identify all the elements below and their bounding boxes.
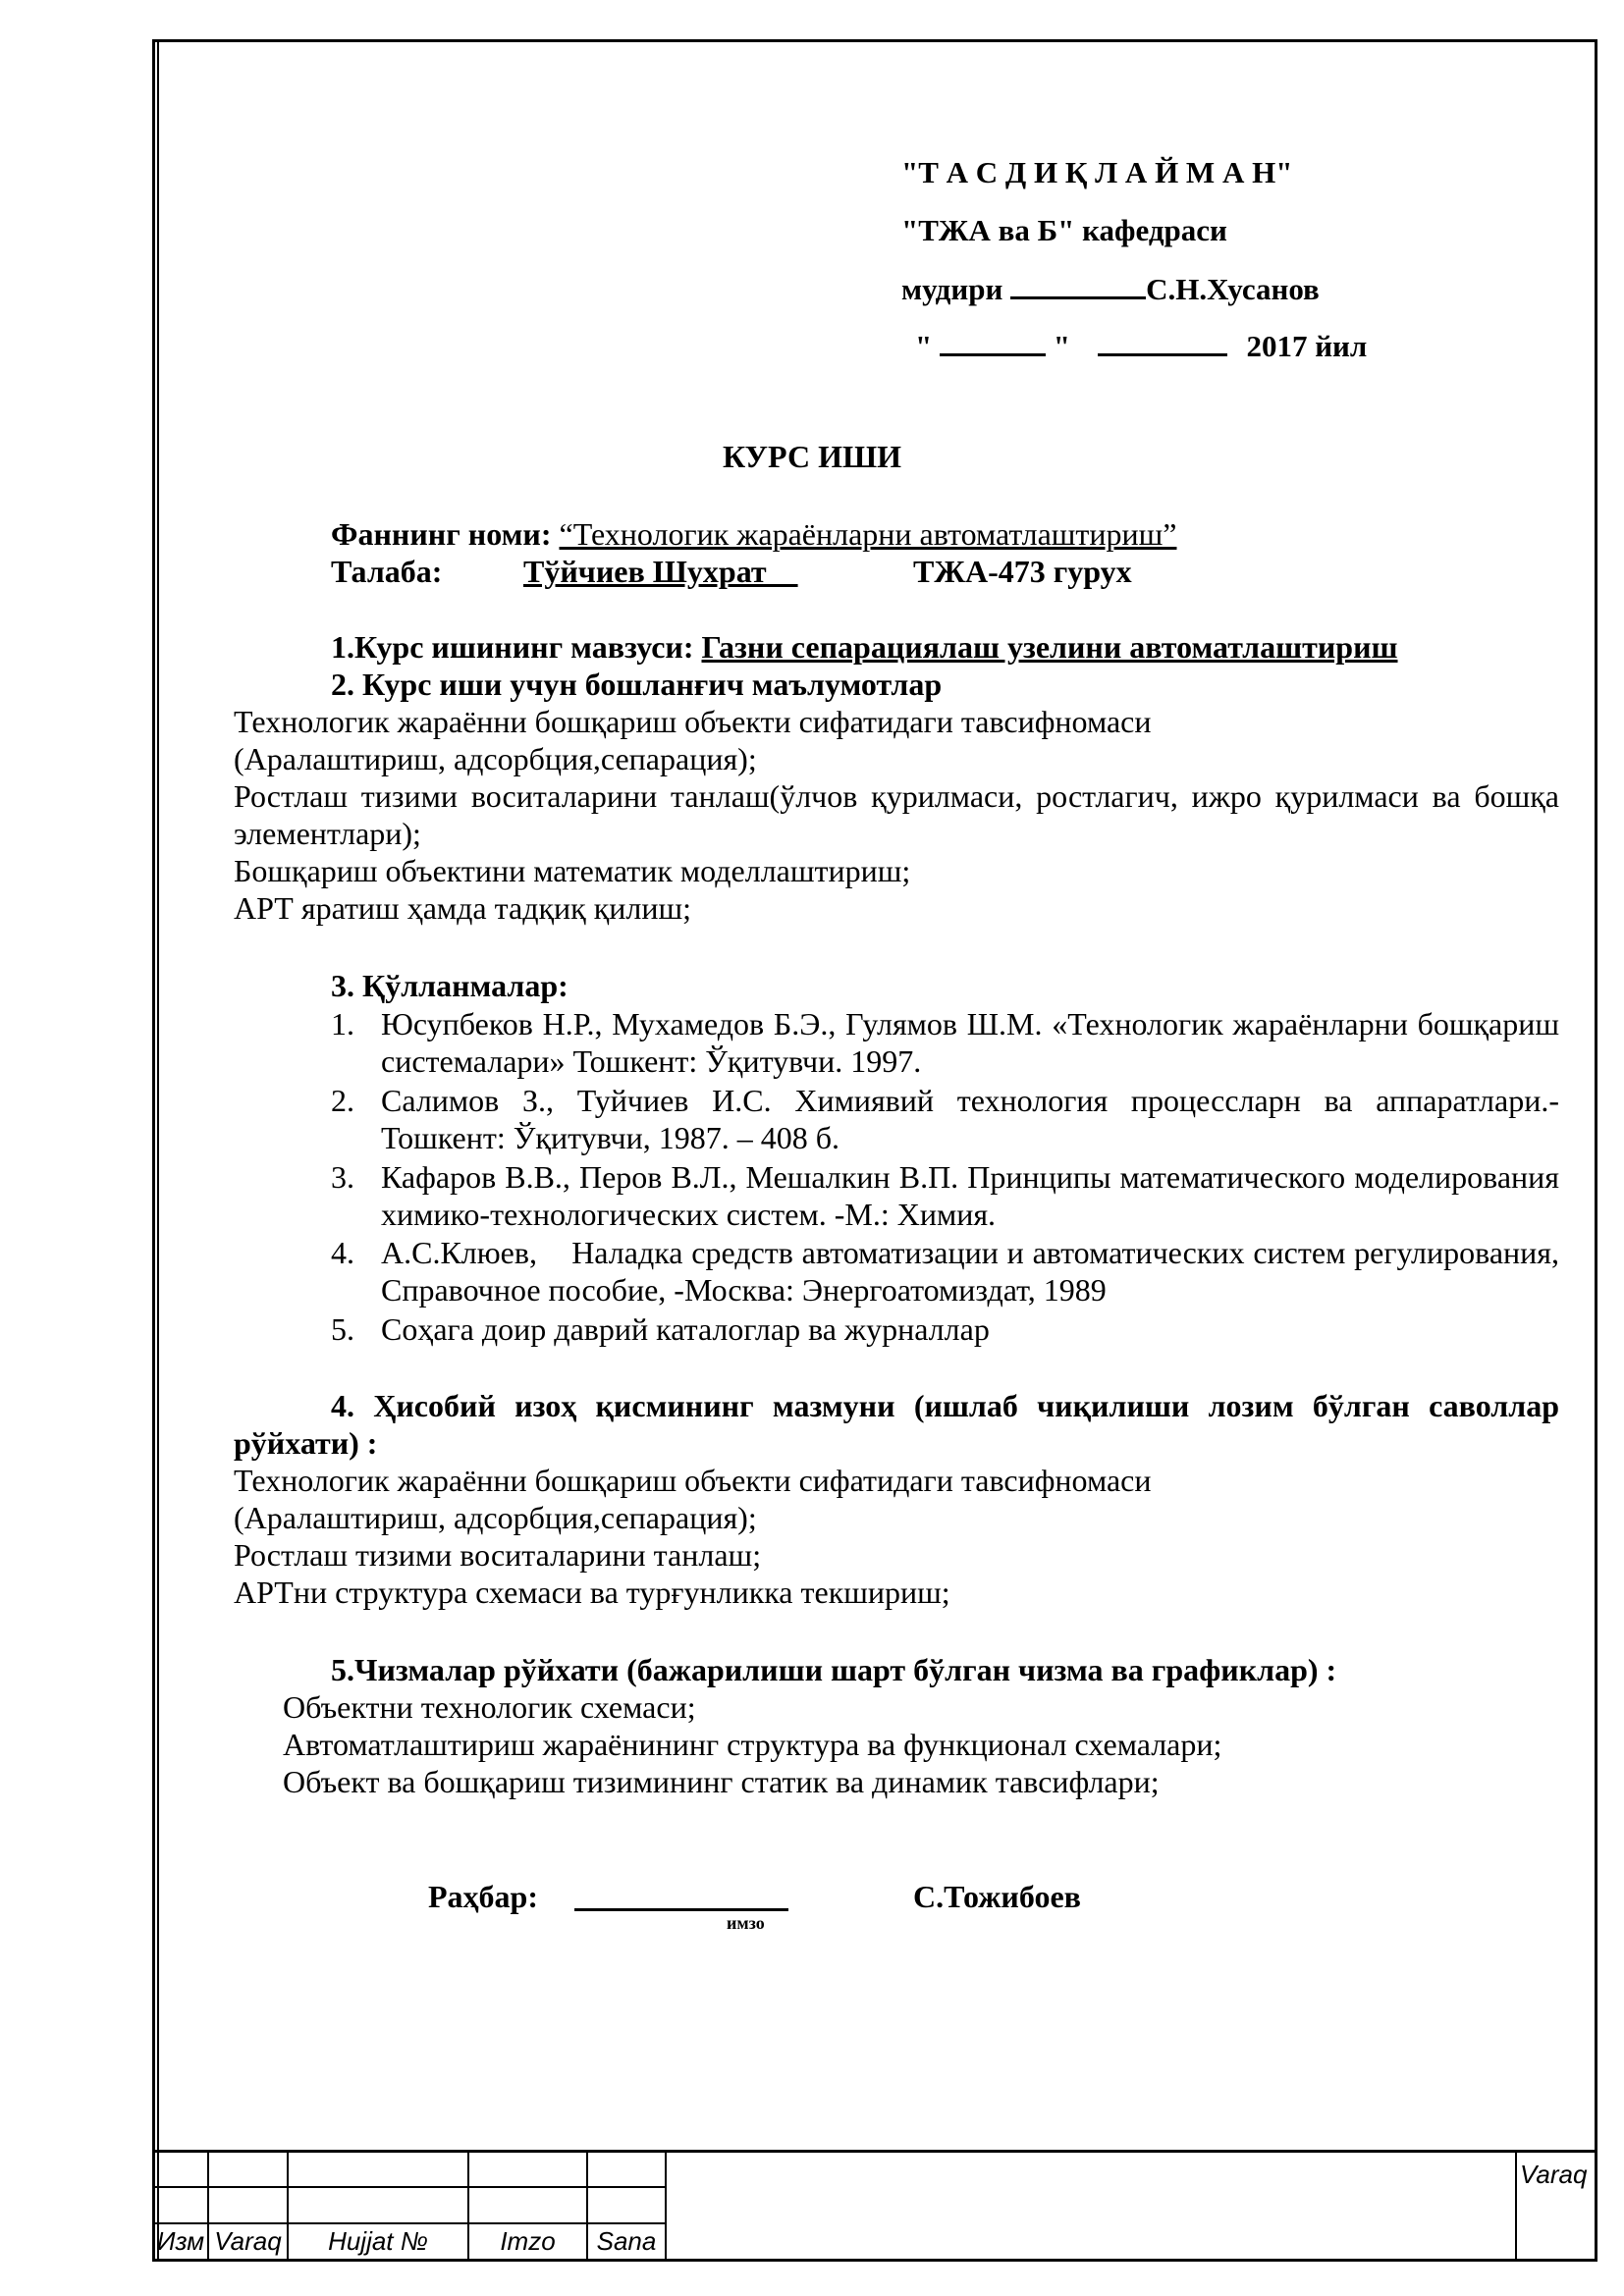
approval-head-name: С.Н.Хусанов: [1146, 272, 1320, 306]
reference-text: Салимов З., Туйчиев И.С. Химиявий технология процессларн ва аппаратлари.- Тошкент: Ўқитувчи, 1987. – 408 б.: [381, 1083, 1559, 1155]
approval-year: 2017 йил: [1246, 329, 1368, 363]
frame-double-line: [157, 39, 159, 2262]
reference-number: 2.: [331, 1083, 354, 1118]
section5-line: Объектни технологик схемаси;: [283, 1689, 696, 1725]
section4-line: Технологик жараённи бошқариш объекти сифатидаги тавсифномаси: [234, 1463, 1152, 1498]
reference-text: А.С.Клюев, Наладка средств автоматизации и автоматических систем регулирования, Справочное пособие, -Москва: Энергоатомиздат, 1989: [381, 1235, 1567, 1308]
student-label: Талаба:: [331, 554, 443, 589]
section3-title: 3. Қўлланмалар:: [331, 968, 568, 1003]
approval-date: " " 2017 йил: [915, 329, 1368, 363]
reference-text: Юсупбеков Н.Р., Мухамедов Б.Э., Гулямов Ш.М. «Технологик жараёнларни бошқариш системалари» Тошкент: Ўқитувчи. 1997.: [381, 1006, 1559, 1079]
supervisor-name: С.Тожибоев: [913, 1879, 1081, 1914]
stamp-header-document: Hujjat №: [288, 2223, 468, 2260]
signature-blank: [1010, 271, 1146, 299]
subject-value: “Технологик жараёнларни автоматлаштириш”: [559, 516, 1177, 552]
stamp-header-sheet: Varaq: [208, 2223, 288, 2260]
section2-line: АРТ яратиш ҳамда тадқиқ қилиш;: [234, 890, 691, 926]
section5-line: Автоматлаштириш жараёнининг структура ва функционал схемалари;: [283, 1727, 1222, 1762]
signature-caption: имзо: [727, 1913, 765, 1933]
stamp-header-signature: Imzo: [468, 2223, 587, 2260]
topic-value: Газни сепарациялаш узелини автоматлаштириш: [701, 629, 1398, 665]
section5-title: 5.Чизмалар рўйхати (бажарилиши шарт бўлган чизма ва графиклар) :: [331, 1652, 1337, 1687]
section2-line: Бошқариш объектини математик моделлаштириш;: [234, 853, 911, 888]
approval-heading: "Т А С Д И Қ Л А Й М А Н": [901, 155, 1293, 189]
title-block-stamp: [152, 2150, 1597, 2262]
stamp-table: [152, 2150, 667, 2261]
reference-number: 1.: [331, 1006, 354, 1041]
section4-title: 4. Ҳисобий изоҳ қисмининг мазмуни (ишлаб чиқилиши лозим бўлган саволлар рўйхати) :: [234, 1388, 1559, 1461]
topic-line: 1.Курс ишининг мавзуси: Газни сепарациялаш узелини автоматлаштириш: [331, 629, 1398, 665]
approval-head: [901, 271, 1320, 307]
reference-text: Кафаров В.В., Перов В.Л., Мешалкин В.П. Принципы математического моделирования химико-технологических систем. -М.: Химия.: [381, 1159, 1559, 1232]
section2-line: (Аралаштириш, адсорбция,сепарация);: [234, 741, 757, 776]
section5-line: Объект ва бошқариш тизимининг статик ва динамик тавсифлари;: [283, 1764, 1160, 1799]
section2-line: Ростлаш тизими воситаларини танлаш(ўлчов қурилмаси, ростлагич, ижро қурилмаси ва бошқа элементлари);: [234, 778, 1559, 851]
supervisor-label: Раҳбар:: [428, 1879, 538, 1914]
supervisor-signature-line: [574, 1908, 788, 1911]
section4-line: (Аралаштириш, адсорбция,сепарация);: [234, 1500, 757, 1535]
document-title: КУРС ИШИ: [722, 439, 901, 474]
section4-line: АРТни структура схемаси ва турғунликка текшириш;: [234, 1575, 950, 1610]
section2-line: Технологик жараённи бошқариш объекти сифатидаги тавсифномаси: [234, 704, 1152, 739]
reference-number: 4.: [331, 1235, 354, 1270]
month-blank: [1098, 328, 1227, 356]
approval-department: "ТЖА ва Б" кафедраси: [901, 213, 1227, 247]
section2-title: 2. Курс иши учун бошланғич маълумотлар: [331, 667, 943, 702]
student-name: Тўйчиев Шухрат: [523, 554, 798, 589]
approval-head-label: мудири: [901, 272, 1011, 306]
reference-text: Соҳага доир даврий каталоглар ва журналлар: [381, 1311, 990, 1347]
stamp-top-border: [152, 2150, 1597, 2153]
subject-line: Фаннинг номи: “Технологик жараёнларни автоматлаштириш”: [331, 516, 1177, 552]
reference-number: 5.: [331, 1311, 354, 1347]
stamp-header-date: Sana: [587, 2223, 666, 2260]
day-blank: [940, 328, 1046, 356]
sheet-label: Varaq: [1520, 2160, 1588, 2189]
student-group: ТЖА-473 гурух: [913, 554, 1132, 589]
stamp-header-change: Изм: [153, 2223, 208, 2260]
section4-line: Ростлаш тизими воситаларини танлаш;: [234, 1537, 762, 1573]
reference-number: 3.: [331, 1159, 354, 1195]
